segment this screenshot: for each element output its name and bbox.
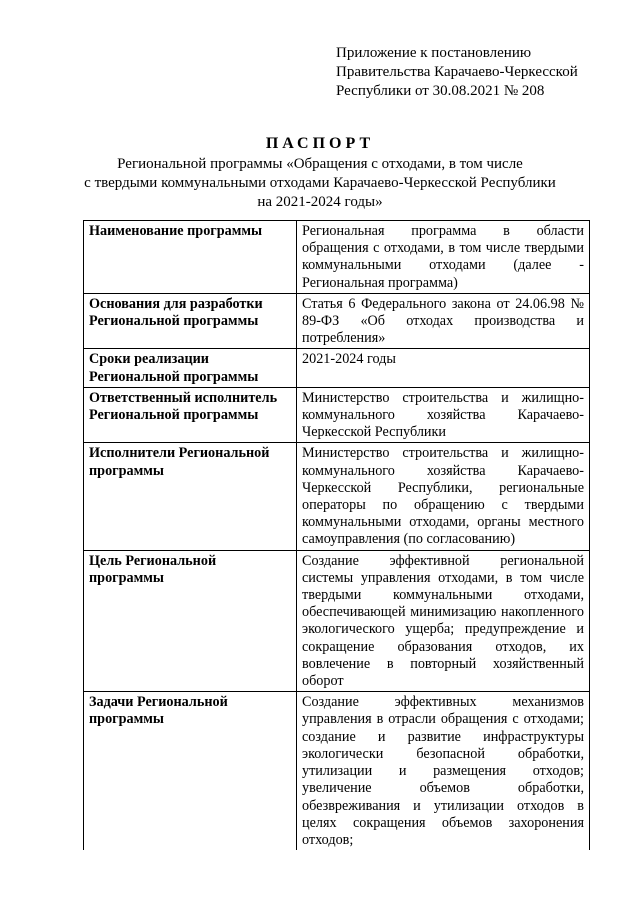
title-line-3: на 2021-2024 годы» [257, 194, 383, 210]
row-label: Цель Региональной программы [84, 550, 297, 692]
appendix-note [336, 44, 578, 101]
row-value: Создание эффективных механизмов управления в отрасли обращения с отходами; создание и развитие инфраструктуры экологически безопасной обработки, утилизации и размещения отходов; увеличение объемов обработки, обезвреживания и утилизации отходов в целях сокращения объемов захоронения отходов; [297, 692, 590, 850]
row-label: Ответственный исполнитель Региональной программы [84, 387, 297, 443]
title-line-1: Региональной программы «Обращения с отходами, в том числе [117, 156, 523, 172]
table-row [84, 387, 590, 443]
table-row [84, 550, 590, 692]
table-row [84, 443, 590, 550]
appendix-line-2: Правительства Карачаево-Черкесской [336, 64, 578, 80]
row-label: Исполнители Региональной программы [84, 443, 297, 550]
appendix-line-1: Приложение к постановлению [336, 45, 532, 61]
title-heading: ПАСПОРТ [265, 135, 375, 152]
row-value: 2021-2024 годы [297, 349, 590, 387]
row-label: Основания для разработки Региональной программы [84, 293, 297, 349]
row-value: Создание эффективной региональной системы управления отходами, в том числе твердыми коммунальными отходами, обеспечивающей минимизацию накопленного экологического ущерба; предупреждение и сокращение образования отходов, их вовлечение в повторный хозяйственный оборот [297, 550, 590, 692]
row-label: Задачи Региональной программы [84, 692, 297, 850]
row-label: Наименование программы [84, 221, 297, 294]
table-row [84, 221, 590, 294]
row-value: Министерство строительства и жилищно-коммунального хозяйства Карачаево-Черкесской Республики [297, 387, 590, 443]
row-value: Статья 6 Федерального закона от 24.06.98 № 89-ФЗ «Об отходах производства и потребления» [297, 293, 590, 349]
row-value: Министерство строительства и жилищно-коммунального хозяйства Карачаево-Черкесской Республики, региональные операторы по обращению с твердыми коммунальными отходами, органы местного самоуправления (по согласованию) [297, 443, 590, 550]
table-row [84, 293, 590, 349]
appendix-line-3: Республики от 30.08.2021 № 208 [336, 83, 545, 99]
table-row [84, 692, 590, 850]
title-line-2: с твердыми коммунальными отходами Карачаево-Черкесской Республики [84, 175, 556, 191]
row-label: Сроки реализации Региональной программы [84, 349, 297, 387]
document-title [0, 134, 640, 212]
row-value: Региональная программа в области обращения с отходами, в том числе твердыми коммунальными отходами (далее - Региональная программа) [297, 221, 590, 294]
passport-table [83, 220, 590, 850]
table-row [84, 349, 590, 387]
